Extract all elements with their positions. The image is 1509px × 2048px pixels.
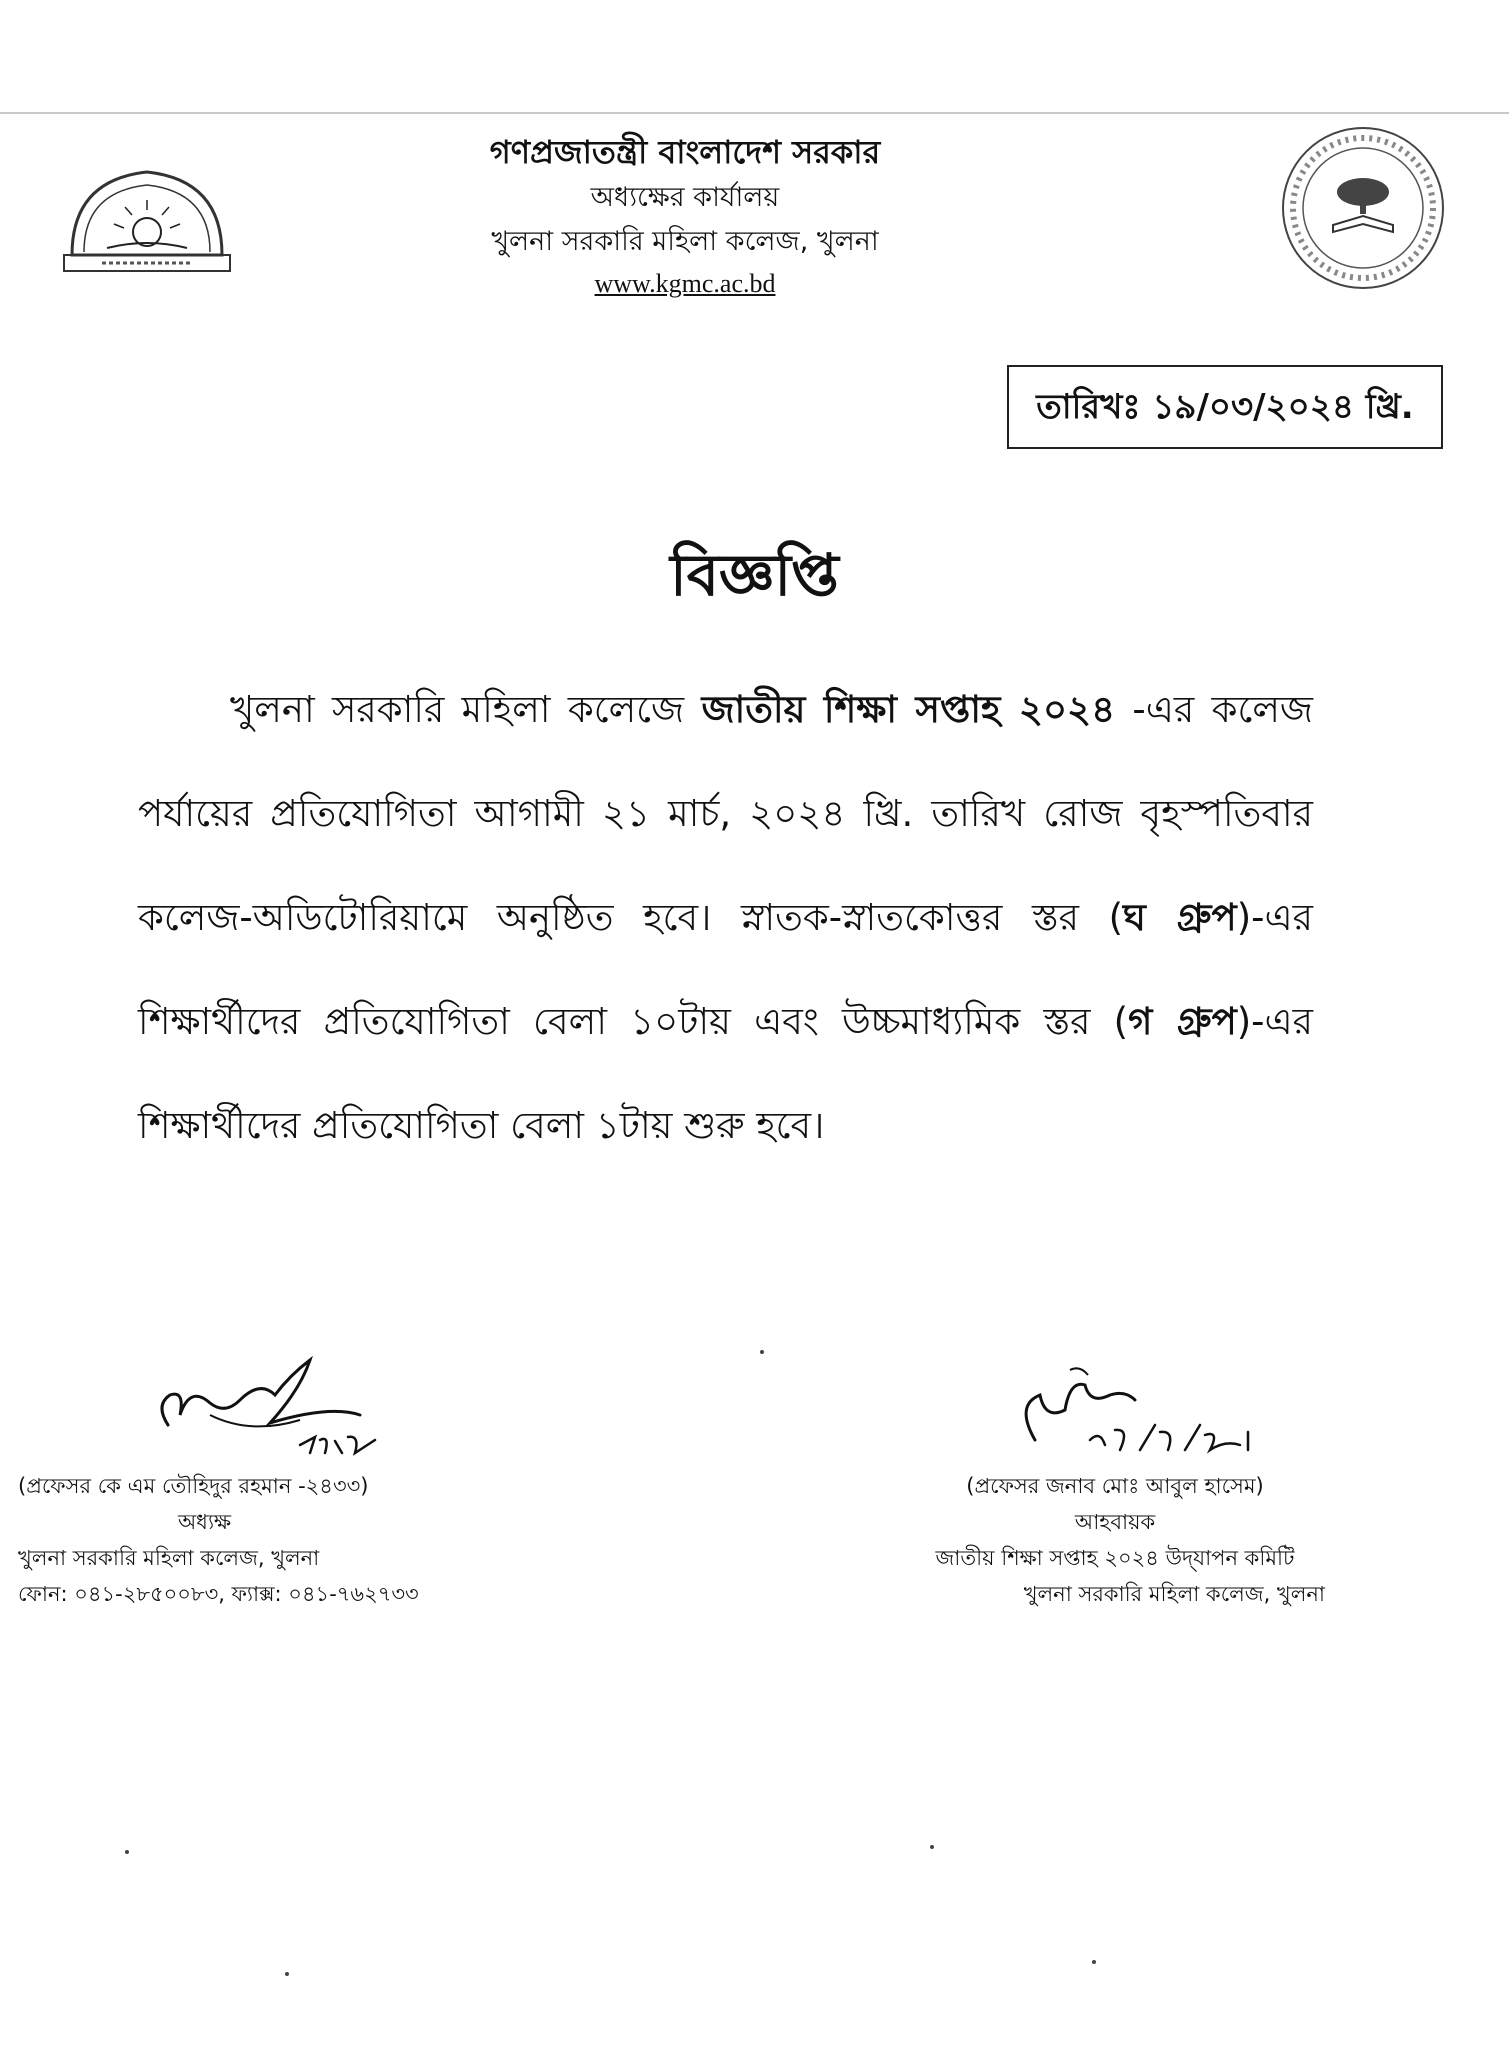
- scan-top-edge: [0, 112, 1509, 114]
- scan-speck: [760, 1350, 764, 1354]
- notice-title: বিজ্ঞপ্তি: [670, 541, 839, 609]
- body-text: খুলনা সরকারি মহিলা কলেজে: [230, 688, 702, 731]
- principal-designation: অধ্যক্ষ: [178, 1510, 232, 1534]
- date-box: তারিখঃ ১৯/০৩/২০২৪ খ্রি.: [1007, 365, 1443, 449]
- body-text: )-এর শিক্ষার্থীদের প্রতিযোগিতা বেলা ১টায় শুরু হবে।: [138, 1000, 1313, 1147]
- letterhead: [360, 128, 1010, 304]
- scan-speck: [930, 1845, 934, 1849]
- convener-college: খুলনা সরকারি মহিলা কলেজ, খুলনা: [1023, 1582, 1325, 1606]
- office-name: অধ্যক্ষের কার্যালয়: [590, 182, 780, 213]
- college-emblem-left: [62, 160, 232, 275]
- government-name: গণপ্রজাতন্ত্রী বাংলাদেশ সরকার: [489, 133, 881, 171]
- body-text: -এর কলেজ পর্যায়ের প্রতিযোগিতা আগামী ২১ মার্চ, ২০২৪ খ্রি. তারিখ রোজ বৃহস্পতিবার কলেজ-অডিটোরিয়ামে অনুষ্ঠিত হবে। স্নাতক-স্নাতকোত্তর স্তর (: [138, 688, 1313, 939]
- convener-block: [905, 1468, 1325, 1612]
- group-gha: ঘ গ্রুপ: [1123, 896, 1237, 939]
- body-text: )-এর শিক্ষার্থীদের প্রতিযোগিতা বেলা ১০টায় এবং উচ্চমাধ্যমিক স্তর (: [138, 896, 1313, 1043]
- principal-name: (প্রফেসর কে এম তৌহিদুর রহমান -২৪৩৩): [18, 1474, 369, 1498]
- principal-college: খুলনা সরকারি মহিলা কলেজ, খুলনা: [18, 1546, 320, 1570]
- convener-name: (প্রফেসর জনাব মোঃ আবুল হাসেম): [966, 1474, 1264, 1498]
- principal-contact: ফোন: ০৪১-২৮৫০০৮৩, ফ্যাক্স: ০৪১-৭৬২৭৩৩: [18, 1582, 419, 1606]
- event-name: জাতীয় শিক্ষা সপ্তাহ ২০২৪: [701, 688, 1116, 731]
- group-ga: গ গ্রুপ: [1128, 1000, 1237, 1043]
- website-link[interactable]: www.kgmc.ac.bd: [594, 269, 776, 298]
- round-seal-right: [1278, 120, 1448, 295]
- convener-signature: [1010, 1350, 1290, 1460]
- college-name: খুলনা সরকারি মহিলা কলেজ, খুলনা: [491, 226, 879, 257]
- principal-block: [18, 1468, 498, 1612]
- scan-speck: [285, 1972, 289, 1976]
- notice-body: [138, 658, 1313, 1178]
- convener-designation: আহবায়ক: [1074, 1510, 1156, 1534]
- scan-speck: [125, 1850, 129, 1854]
- scan-speck: [1092, 1960, 1096, 1964]
- principal-signature: [150, 1345, 410, 1465]
- convener-committee: জাতীয় শিক্ষা সপ্তাহ ২০২৪ উদ্‌যাপন কমিটি: [935, 1546, 1295, 1570]
